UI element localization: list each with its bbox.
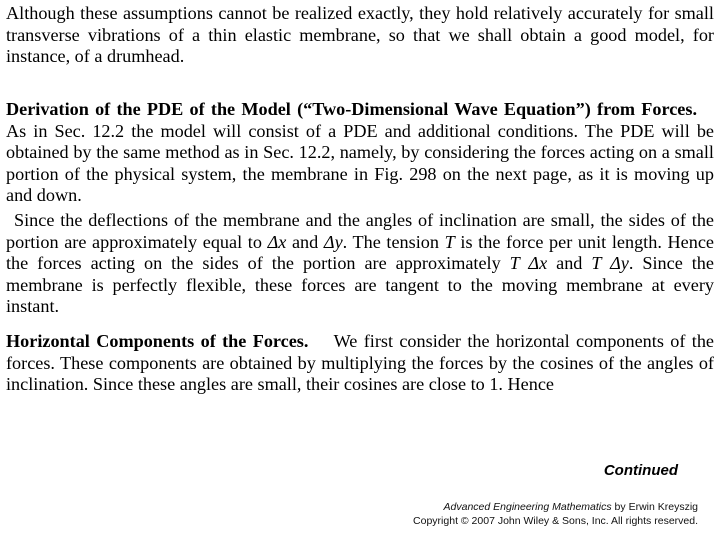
math-tension-t: T [444,231,455,252]
deflections-text-2: and [286,231,324,252]
copyright-footer [413,501,698,528]
paragraph-derivation-text: As in Sec. 12.2 the model will consist of a PDE and additional conditions. The PDE will be obtained by the same method as in Sec. 12.2, namely, by considering the forces acting on a small portion of the physical system, the membrane in Fig. 298 on the next page, as it is moving up and down. [6,120,714,205]
copyright-line: Copyright © 2007 John Wiley & Sons, Inc. All rights reserved. [413,514,698,527]
paragraph-derivation [6,99,714,207]
book-author: by Erwin Kreyszig [611,501,698,513]
continued-label: Continued [603,462,678,479]
book-title: Advanced Engineering Mathematics [443,501,612,513]
deflections-text-5: and [547,253,592,273]
math-delta-y: Δy [323,231,343,252]
deflections-text-1: Since the deflections of the membrane and the angles of inclination are small, the sides of the portion are approximately equal to [6,210,714,252]
math-t-delta-x: T Δx [509,253,548,273]
paragraph-assumptions [6,3,714,68]
section-heading-horizontal: Horizontal Components of the Forces. [6,331,309,351]
deflections-text-3: . The tension [342,231,445,252]
paragraph-horizontal-text: We first consider the horizontal components of the forces. These components are obtained by multiplying the forces by the cosines of the angles of inclination. Since these angles are small, their cosines are close to 1. Hence [6,331,714,394]
deflections-text-6: . Since the membrane is perfectly flexible, these forces are tangent to the moving membrane at every instant. [6,253,714,316]
book-credit-line [413,501,698,515]
deflections-text-4: is the force per unit length. Hence the forces acting on the sides of the portion are approximately [6,231,714,273]
section-heading-derivation: Derivation of the PDE of the Model (“Two-Dimensional Wave Equation”) from Forces. [6,99,698,119]
math-delta-x: Δx [267,231,287,252]
paragraph-assumptions-text: Although these assumptions cannot be realized exactly, they hold relatively accurately for small transverse vibrations of a thin elastic membrane, so that we shall obtain a good model, for instance, of a drumhead. [6,3,714,66]
paragraph-deflections [6,210,714,318]
paragraph-horizontal [6,331,714,396]
math-t-delta-y: T Δy [591,253,629,273]
